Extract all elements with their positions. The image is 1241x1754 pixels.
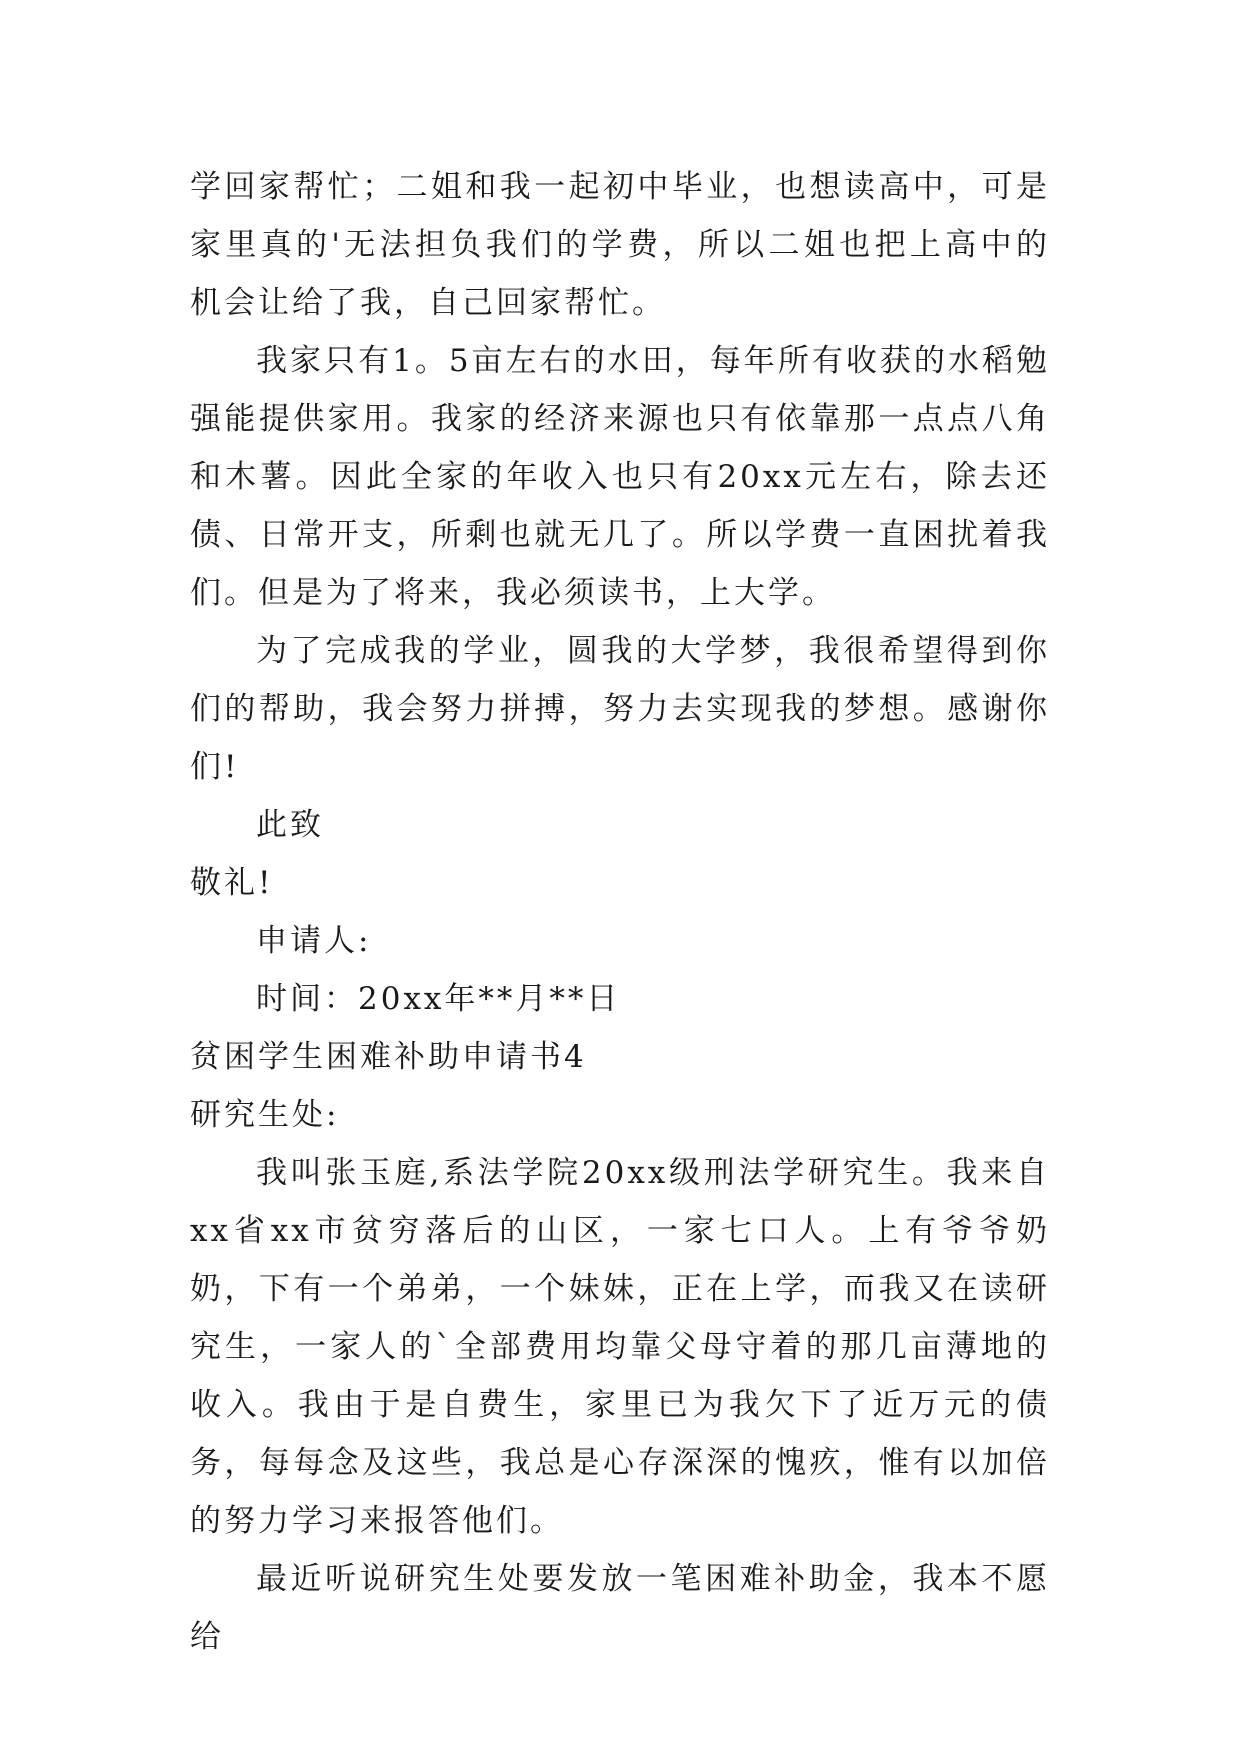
closing-salutation: 此致	[256, 807, 324, 843]
document-body	[190, 158, 1050, 1666]
paragraph-1: 学回家帮忙；二姐和我一起初中毕业，也想读高中，可是家里真的'无法担负我们的学费，所以二姐也把上高中的机会让给了我，自己回家帮忙。	[190, 169, 1050, 321]
paragraph-4: 我叫张玉庭,系法学院20xx级刑法学研究生。我来自xx省xx市贫穷落后的山区，一家七口人。上有爷爷奶奶，下有一个弟弟，一个妹妹，正在上学，而我又在读研究生，一家人的`全部费用均靠父母守着的那几亩薄地的收入。我由于是自费生，家里已为我欠下了近万元的债务，每每念及这些，我总是心存深深的愧疚，惟有以加倍的努力学习来报答他们。	[190, 1155, 1050, 1539]
closing-regards: 敬礼!	[190, 865, 274, 901]
date-line: 时间：20xx年**月**日	[256, 981, 621, 1017]
section-title: 贫困学生困难补助申请书4	[190, 1039, 587, 1075]
paragraph-2: 我家只有1。5亩左右的水田，每年所有收获的水稻勉强能提供家用。我家的经济来源也只有依靠那一点点八角和木薯。因此全家的年收入也只有20xx元左右，除去还债、日常开支，所剩也就无几了。所以学费一直困扰着我们。但是为了将来，我必须读书，上大学。	[190, 343, 1050, 611]
addressee-line: 研究生处:	[190, 1097, 340, 1133]
paragraph-3: 为了完成我的学业，圆我的大学梦，我很希望得到你们的帮助，我会努力拼搏，努力去实现我的梦想。感谢你们!	[190, 633, 1050, 785]
paragraph-5: 最近听说研究生处要发放一笔困难补助金，我本不愿给	[190, 1561, 1050, 1655]
applicant-line: 申请人:	[256, 923, 372, 959]
